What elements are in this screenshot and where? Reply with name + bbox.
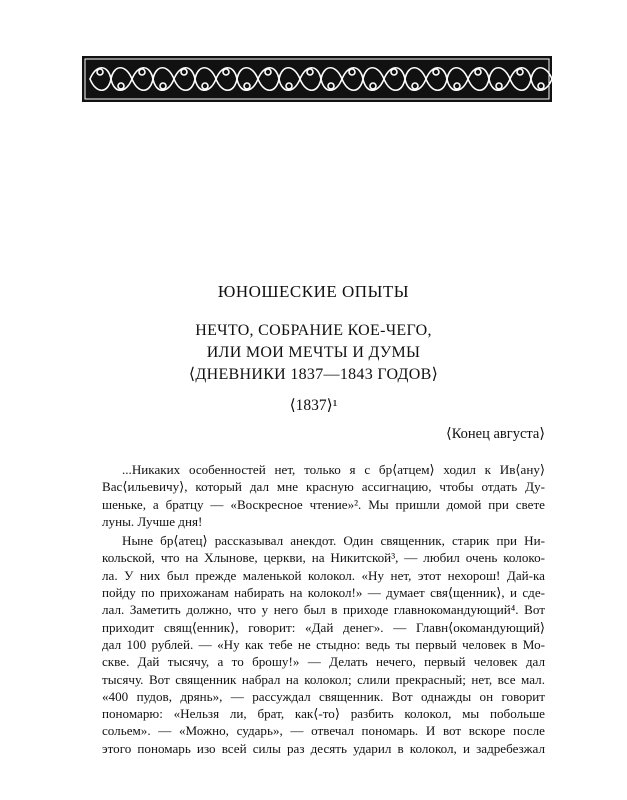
text-line: шеньке, а братцу — «Воскресное чтение»². Мы пришли домой при свете: [102, 496, 545, 512]
text-line: тысячу. Вот священник набрал на колокол; слили прекрасный; нет, все мал.: [102, 671, 545, 687]
text-line: сольем». — «Можно, сударь», — отвечал пономарь. И вот вскоре после: [102, 723, 545, 739]
text-line: дал 100 рублей. — «Ну как тебе не стыдно: ведь ты первый человек в Мо-: [102, 636, 545, 652]
decorative-ornament-band: [82, 56, 552, 102]
text-line: Вас⟨ильевичу⟩, который дал мне красную ассигнацию, чтобы отдать Ду-: [102, 479, 545, 495]
text-line: этого пономарь изо всей силы раз десять ударил в колокол, и задребезжал: [102, 740, 545, 756]
text-line: луны. Лучше дня!: [102, 513, 203, 529]
year-heading: ⟨1837⟩¹: [289, 397, 338, 414]
text-line: лал. Заметить должно, что у него был в приходе главнокомандующий⁴. Вот: [102, 602, 545, 618]
text-line: «400 пудов, дрянь», — рассуждал священник. Вот однажды он говорит: [102, 688, 545, 704]
text-line: пойду по прихожанам набирать на колокол!» — думает свя⟨щенник⟩, и сде-: [102, 585, 545, 601]
entry-date: ⟨Конец августа⟩: [446, 426, 545, 442]
text-line: ...Никаких особенностей нет, только я с бр⟨атцем⟩ ходил к Ив⟨ану⟩: [122, 462, 545, 477]
paragraph: [82, 532, 545, 757]
text-line: скве. Дай тысячу, а то брошу!» — Делать нечего, первый человек дал: [102, 654, 545, 670]
text-line: кольской, что на Хлынове, церкви, на Никитской³, — любил очень колоко-: [102, 550, 545, 566]
subtitle-line: НЕЧТО, СОБРАНИЕ КОЕ-ЧЕГО,: [195, 322, 432, 339]
text-line: пономарю: «Нельзя ли, брат, как⟨-то⟩ разбить колокол, мы побольше: [102, 706, 545, 722]
text-line: приходит свящ⟨енник⟩, говорит: «Дай денег». — Главн⟨окомандующий⟩: [102, 619, 545, 635]
subtitle-line: ИЛИ МОИ МЕЧТЫ И ДУМЫ: [206, 344, 421, 361]
text-line: ла. У них был прежде маленькой колокол. «Ну нет, этот нехорош! Дай-ка: [102, 567, 545, 583]
document-subtitle: [0, 320, 627, 386]
paragraph: [82, 461, 545, 530]
subtitle-line: ⟨ДНЕВНИКИ 1837—1843 ГОДОВ⟩: [188, 366, 439, 383]
text-line: Ныне бр⟨атец⟩ рассказывал анекдот. Один священник, старик при Ни-: [122, 533, 545, 549]
body-text: [82, 461, 545, 757]
section-title: ЮНОШЕСКИЕ ОПЫТЫ: [217, 282, 410, 301]
